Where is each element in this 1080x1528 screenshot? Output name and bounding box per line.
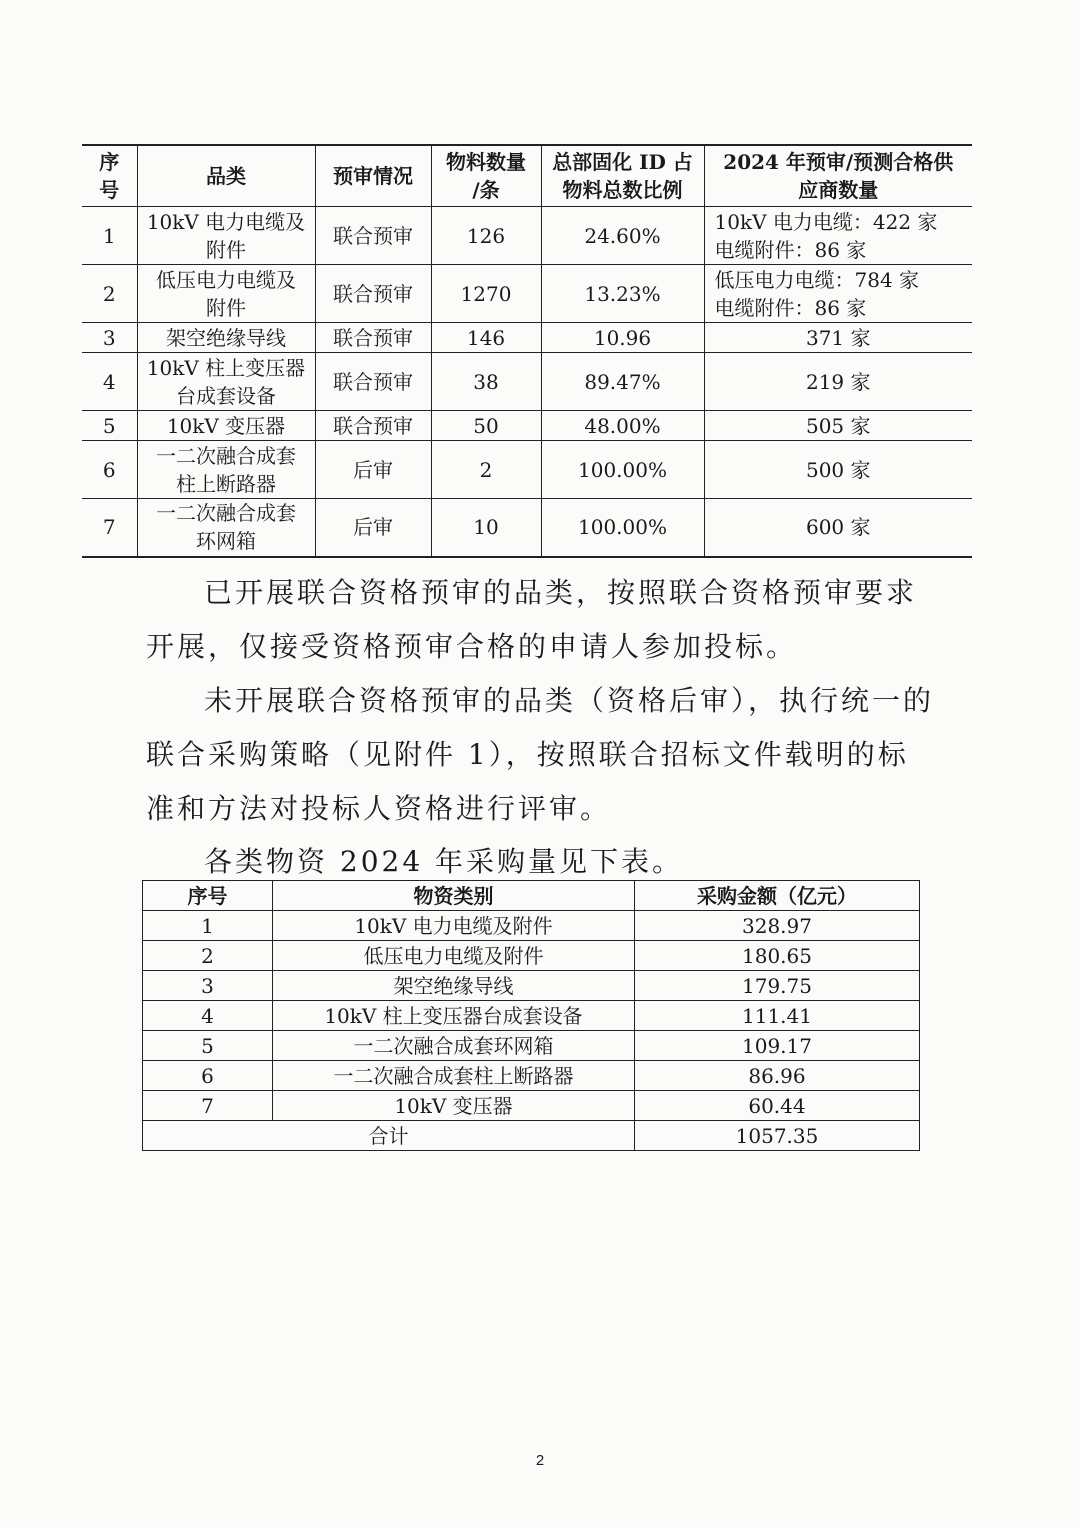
table-header-row <box>82 145 972 207</box>
cell-ratio: 100.00% <box>541 441 704 499</box>
table-row <box>143 1001 920 1031</box>
cell-amount: 60.44 <box>635 1091 920 1121</box>
cell-amount: 179.75 <box>635 971 920 1001</box>
cell-no: 6 <box>143 1061 273 1091</box>
table-row <box>82 265 972 323</box>
header-ratio: 总部固化 ID 占 物料总数比例 <box>541 145 704 207</box>
cell-no: 2 <box>143 941 273 971</box>
table-row <box>82 441 972 499</box>
cell-suppliers: 500 家 <box>704 441 972 499</box>
cell-suppliers: 低压电力电缆：784 家 电缆附件：86 家 <box>704 265 972 323</box>
cell-amount: 328.97 <box>635 911 920 941</box>
cell-qty: 38 <box>431 353 541 411</box>
table-header-row <box>143 881 920 911</box>
cell-suppliers: 371 家 <box>704 323 972 353</box>
cell-ratio: 10.96 <box>541 323 704 353</box>
table-row <box>143 1061 920 1091</box>
cell-no: 4 <box>143 1001 273 1031</box>
cell-no: 1 <box>82 207 137 265</box>
cell-qty: 146 <box>431 323 541 353</box>
header-qty: 物料数量 /条 <box>431 145 541 207</box>
cell-category: 一二次融合成套柱上断路器 <box>273 1061 635 1091</box>
cell-category: 10kV 电力电缆及 附件 <box>137 207 315 265</box>
header-review: 预审情况 <box>315 145 431 207</box>
table-row <box>82 411 972 441</box>
cell-no: 7 <box>82 499 137 557</box>
cell-amount: 86.96 <box>635 1061 920 1091</box>
table-row <box>82 323 972 353</box>
cell-qty: 10 <box>431 499 541 557</box>
cell-category: 10kV 变压器 <box>273 1091 635 1121</box>
header-category: 物资类别 <box>273 881 635 911</box>
table-row <box>143 941 920 971</box>
cell-category: 架空绝缘导线 <box>273 971 635 1001</box>
prequalification-table <box>82 144 972 558</box>
paragraph-prequalified: 已开展联合资格预审的品类，按照联合资格预审要求开展，仅接受资格预审合格的申请人参加投标。 <box>146 576 918 663</box>
total-row <box>143 1121 920 1151</box>
cell-category: 低压电力电缆及附件 <box>273 941 635 971</box>
header-no: 序 号 <box>82 145 137 207</box>
table-row <box>143 1031 920 1061</box>
cell-category: 架空绝缘导线 <box>137 323 315 353</box>
cell-review: 后审 <box>315 441 431 499</box>
cell-review: 联合预审 <box>315 411 431 441</box>
header-amount: 采购金额（亿元） <box>635 881 920 911</box>
cell-no: 3 <box>82 323 137 353</box>
cell-amount: 109.17 <box>635 1031 920 1061</box>
cell-review: 联合预审 <box>315 323 431 353</box>
cell-ratio: 13.23% <box>541 265 704 323</box>
table-row <box>82 207 972 265</box>
cell-category: 10kV 柱上变压器 台成套设备 <box>137 353 315 411</box>
cell-qty: 50 <box>431 411 541 441</box>
cell-category: 一二次融合成套 环网箱 <box>137 499 315 557</box>
cell-ratio: 100.00% <box>541 499 704 557</box>
cell-category: 10kV 电力电缆及附件 <box>273 911 635 941</box>
cell-amount: 180.65 <box>635 941 920 971</box>
page-number: 2 <box>535 1452 545 1469</box>
table-row <box>143 971 920 1001</box>
table-row <box>82 499 972 557</box>
cell-no: 4 <box>82 353 137 411</box>
cell-ratio: 48.00% <box>541 411 704 441</box>
header-category: 品类 <box>137 145 315 207</box>
cell-no: 7 <box>143 1091 273 1121</box>
cell-no: 6 <box>82 441 137 499</box>
procurement-volume-table <box>142 880 920 1151</box>
cell-suppliers: 600 家 <box>704 499 972 557</box>
cell-qty: 126 <box>431 207 541 265</box>
table-row <box>143 911 920 941</box>
total-label: 合计 <box>143 1121 635 1151</box>
cell-no: 3 <box>143 971 273 1001</box>
cell-amount: 111.41 <box>635 1001 920 1031</box>
cell-ratio: 24.60% <box>541 207 704 265</box>
cell-qty: 1270 <box>431 265 541 323</box>
cell-suppliers: 505 家 <box>704 411 972 441</box>
table-row <box>82 353 972 411</box>
cell-review: 联合预审 <box>315 353 431 411</box>
cell-no: 1 <box>143 911 273 941</box>
cell-category: 10kV 柱上变压器台成套设备 <box>273 1001 635 1031</box>
cell-ratio: 89.47% <box>541 353 704 411</box>
cell-review: 后审 <box>315 499 431 557</box>
table-row <box>143 1091 920 1121</box>
cell-suppliers: 219 家 <box>704 353 972 411</box>
header-suppliers: 2024 年预审/预测合格供 应商数量 <box>704 145 972 207</box>
cell-review: 联合预审 <box>315 265 431 323</box>
cell-category: 一二次融合成套环网箱 <box>273 1031 635 1061</box>
paragraph-table-intro: 各类物资 2024 年采购量见下表。 <box>204 845 684 878</box>
total-amount: 1057.35 <box>635 1121 920 1151</box>
paragraph-post-review: 未开展联合资格预审的品类（资格后审），执行统一的联合采购策略（见附件 1），按照联合招标文件载明的标准和方法对投标人资格进行评审。 <box>146 684 935 825</box>
cell-category: 10kV 变压器 <box>137 411 315 441</box>
header-no: 序号 <box>143 881 273 911</box>
cell-review: 联合预审 <box>315 207 431 265</box>
cell-qty: 2 <box>431 441 541 499</box>
cell-no: 5 <box>143 1031 273 1061</box>
cell-category: 一二次融合成套 柱上断路器 <box>137 441 315 499</box>
cell-suppliers: 10kV 电力电缆：422 家 电缆附件：86 家 <box>704 207 972 265</box>
cell-no: 5 <box>82 411 137 441</box>
cell-category: 低压电力电缆及 附件 <box>137 265 315 323</box>
cell-no: 2 <box>82 265 137 323</box>
